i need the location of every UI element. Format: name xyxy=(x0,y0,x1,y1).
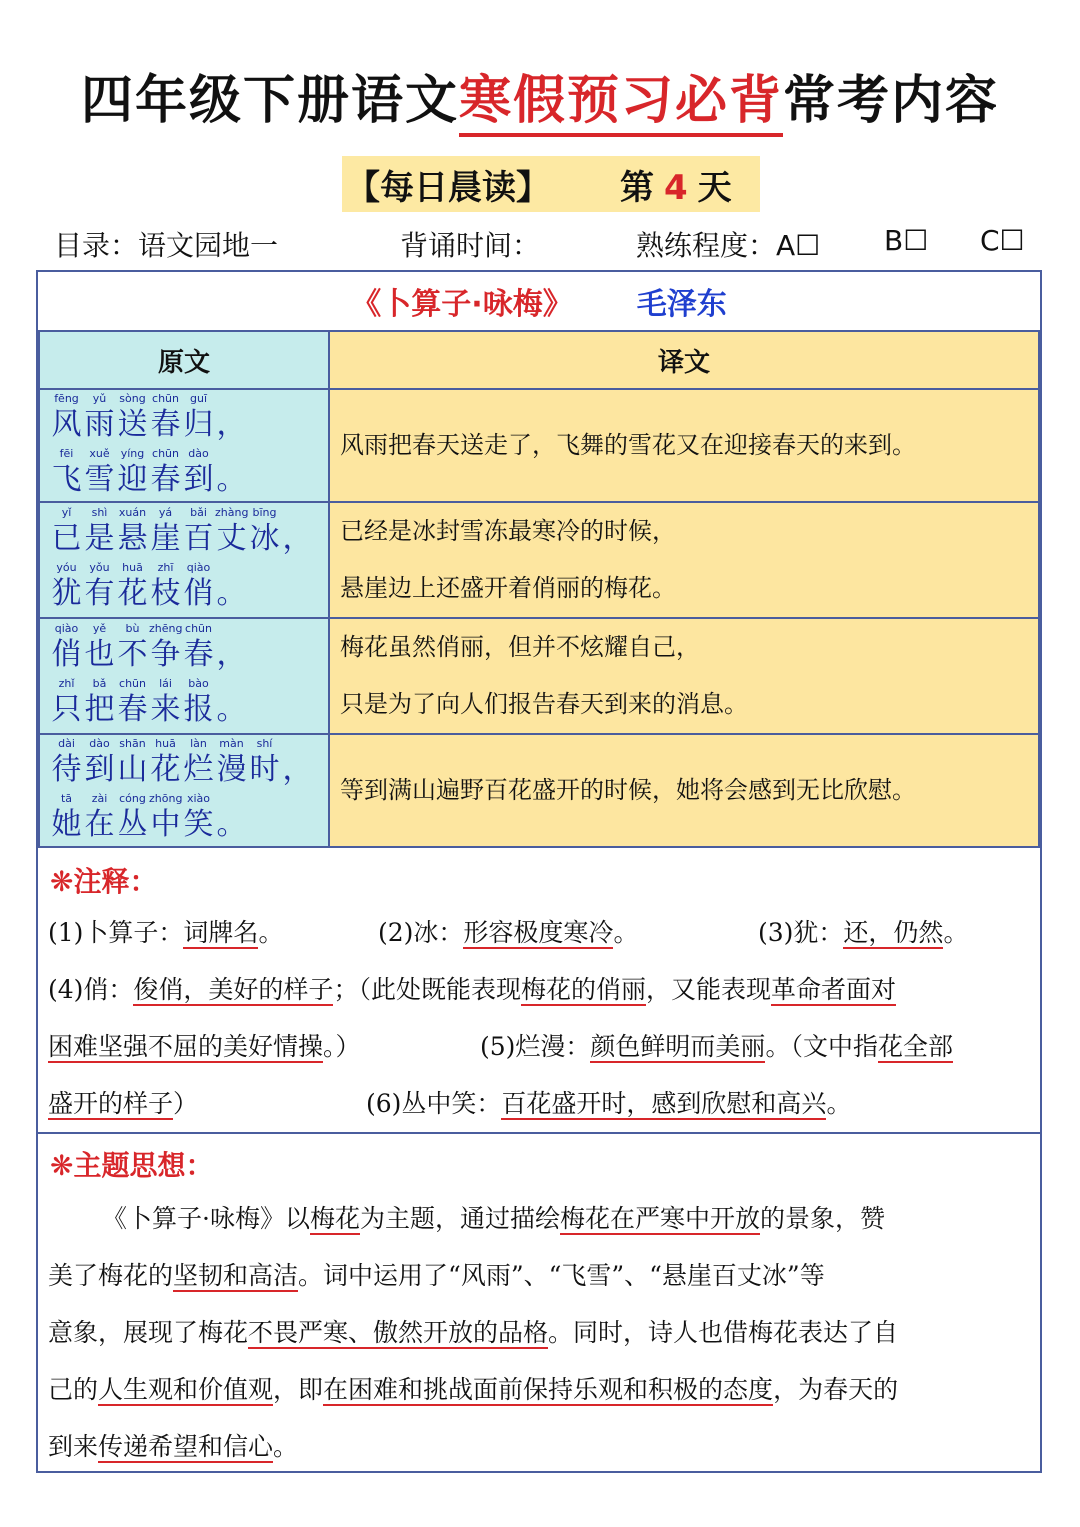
pinyin-label: zhōng xyxy=(149,791,183,805)
pinyin-label xyxy=(281,505,314,521)
pinyin-label xyxy=(215,446,248,462)
note-5-extra-b: 花全部 xyxy=(877,1032,953,1061)
hanzi-char: 也 xyxy=(84,637,115,672)
hanzi-char: 犹 xyxy=(51,576,82,611)
poem-table xyxy=(38,330,1040,848)
pinyin-label xyxy=(215,791,248,807)
daily-reading-tag: 【每日晨读】 xyxy=(346,167,550,208)
pinyin-label: dào xyxy=(89,736,110,750)
section-divider xyxy=(38,1132,1040,1134)
pinyin-label: fēi xyxy=(59,446,74,460)
notes-section xyxy=(48,904,1038,1132)
note-1-label: (1)卜算子： xyxy=(48,918,184,947)
poem-char xyxy=(50,505,83,557)
theme-text: 己的 xyxy=(48,1375,99,1404)
pinyin-label: yě xyxy=(92,622,107,635)
note-4-close: 。） xyxy=(323,1032,361,1061)
hanzi-char: 。 xyxy=(216,461,247,497)
poem-line xyxy=(50,791,328,846)
pinyin-label: xuě xyxy=(89,446,110,460)
hanzi-char: 只 xyxy=(51,692,82,727)
theme-section xyxy=(48,1190,1034,1475)
hanzi-char: 山 xyxy=(117,751,148,787)
poem-line xyxy=(50,676,328,731)
poem-line xyxy=(50,736,328,791)
note-3-definition: 还，仍然 xyxy=(843,918,944,947)
poem-char xyxy=(50,391,83,443)
hanzi-char: 春 xyxy=(183,637,214,672)
poem-row xyxy=(39,618,1039,734)
hanzi-char: 报 xyxy=(183,692,214,727)
pinyin-label: zài xyxy=(91,791,108,805)
hanzi-char: 飞 xyxy=(51,461,82,497)
hanzi-char: 俏 xyxy=(51,637,82,672)
notes-line-1: (1)卜算子：词牌名。 (2)冰：形容极度寒冷。 (3)犹：还，仍然。 xyxy=(48,918,969,947)
note-6-label: (6)丛中笑： xyxy=(366,1089,502,1118)
poem-title-bar xyxy=(38,272,1040,332)
poem-char xyxy=(83,505,116,557)
theme-line-1 xyxy=(48,1190,1034,1247)
poem-char xyxy=(215,736,248,788)
translation-cell xyxy=(329,618,1039,734)
theme-text: 到来 xyxy=(48,1432,99,1461)
translation-cell xyxy=(329,389,1039,502)
translation-cell xyxy=(329,734,1039,847)
poem-row xyxy=(39,734,1039,847)
note-2-definition: 形容极度寒冷 xyxy=(463,918,614,947)
hanzi-char: ， xyxy=(216,637,247,672)
hanzi-char: 待 xyxy=(51,751,82,787)
pinyin-label: yǐ xyxy=(61,506,72,519)
proficiency-option-c[interactable]: C☐ xyxy=(980,224,1025,257)
note-4-definition: 俊俏，美好的样子 xyxy=(133,975,334,1004)
hanzi-char: 俏 xyxy=(183,576,214,611)
original-text-cell xyxy=(39,502,329,618)
poem-char xyxy=(149,791,182,843)
theme-line-4 xyxy=(48,1361,1034,1418)
theme-highlight: 梅花 xyxy=(309,1204,360,1233)
poem-char xyxy=(215,676,248,728)
pinyin-label: chūn xyxy=(152,446,179,460)
pinyin-label: sòng xyxy=(119,391,146,405)
pinyin-label xyxy=(215,676,248,692)
poem-char xyxy=(149,676,182,728)
hanzi-char: 春 xyxy=(150,406,181,442)
hanzi-char: 把 xyxy=(84,692,115,727)
pinyin-label: guī xyxy=(189,391,207,405)
proficiency-option-b[interactable]: B☐ xyxy=(884,224,929,257)
pinyin-label: xuán xyxy=(118,506,147,519)
note-4-extra-d: 革命者面对 xyxy=(770,975,896,1004)
note-5-label: (5)烂漫： xyxy=(480,1032,591,1061)
pinyin-label: bǎ xyxy=(92,677,107,690)
hanzi-char: 丛 xyxy=(117,806,148,842)
poem-char xyxy=(83,621,116,673)
theme-text: 的景象，赞 xyxy=(760,1204,886,1233)
translation-cell xyxy=(329,502,1039,618)
day-counter xyxy=(620,160,732,209)
poem-line xyxy=(50,505,328,560)
poem-line xyxy=(50,446,328,501)
note-4-label: (4)俏： xyxy=(48,975,134,1004)
hanzi-char: 她 xyxy=(51,806,82,842)
hanzi-char: 是 xyxy=(84,521,115,556)
pinyin-label: huā xyxy=(122,561,143,574)
pinyin-label: zhēng xyxy=(149,622,183,635)
note-1-definition: 词牌名 xyxy=(183,918,259,947)
theme-heading: ❋主题思想： xyxy=(50,1149,214,1182)
poem-char xyxy=(50,676,83,728)
note-5-close: ） xyxy=(173,1089,199,1118)
page-title xyxy=(0,66,1080,136)
title-prefix: 四年级下册语文 xyxy=(80,71,459,131)
original-text-cell xyxy=(39,618,329,734)
translation-line: 等到满山遍野百花盛开的时候，她将会感到无比欣慰。 xyxy=(340,776,916,804)
poem-char xyxy=(182,676,215,728)
poem-char xyxy=(116,391,149,443)
poem-char xyxy=(83,560,116,612)
poem-char xyxy=(149,505,182,557)
note-3-label: (3)犹： xyxy=(758,918,844,947)
poem-char xyxy=(182,736,215,788)
pinyin-label xyxy=(215,560,248,576)
poem-char xyxy=(215,621,248,673)
poem-char xyxy=(248,736,281,788)
theme-highlight: 传递希望和信心 xyxy=(98,1432,274,1461)
translation-line: 已经是冰封雪冻最寒冷的时候， xyxy=(340,517,676,545)
hanzi-char: 烂 xyxy=(183,751,214,787)
hanzi-char: ， xyxy=(282,521,313,556)
hanzi-char: 迎 xyxy=(117,461,148,497)
note-2-label: (2)冰： xyxy=(378,918,464,947)
content-frame xyxy=(36,270,1042,1473)
pinyin-label: tā xyxy=(60,791,73,805)
hanzi-char: 争 xyxy=(150,637,181,672)
poem-char xyxy=(116,560,149,612)
poem-char xyxy=(50,791,83,843)
poem-title: 《卜算子·咏梅》 xyxy=(351,287,573,322)
note-5-definition: 颜色鲜明而美丽 xyxy=(590,1032,766,1061)
pinyin-label: zhǐ xyxy=(58,677,75,690)
notes-line-2 xyxy=(48,961,1038,1018)
pinyin-label: huā xyxy=(155,736,176,750)
poem-char xyxy=(83,446,116,498)
poem-char xyxy=(149,621,182,673)
hanzi-char: 悬 xyxy=(117,521,148,556)
translation-line: 风雨把春天送走了，飞舞的雪花又在迎接春天的来到。 xyxy=(340,431,916,459)
translation-line: 悬崖边上还盛开着俏丽的梅花。 xyxy=(340,574,676,602)
hanzi-char: 花 xyxy=(117,576,148,611)
poem-char xyxy=(50,736,83,788)
pinyin-label: shì xyxy=(91,506,108,519)
note-4-line-2: 困难坚强不屈的美好情操 xyxy=(48,1032,324,1061)
poem-line xyxy=(50,621,328,676)
poem-char xyxy=(215,791,248,843)
poem-char xyxy=(83,791,116,843)
poem-char xyxy=(149,560,182,612)
poem-char xyxy=(50,446,83,498)
hanzi-char: 已 xyxy=(51,521,82,556)
theme-text: 意象，展现了梅花 xyxy=(48,1318,249,1347)
pinyin-label: zhàng xyxy=(215,506,249,519)
poem-char xyxy=(215,446,248,498)
theme-highlight: 人生观和价值观 xyxy=(98,1375,274,1404)
poem-char xyxy=(50,621,83,673)
poem-char xyxy=(116,736,149,788)
pinyin-label: yóu xyxy=(56,561,77,574)
pinyin-label: chūn xyxy=(152,391,179,405)
hanzi-char: 到 xyxy=(84,751,115,787)
hanzi-char: 送 xyxy=(117,406,148,442)
hanzi-char: 冰 xyxy=(249,521,280,556)
pinyin-label: qiào xyxy=(54,622,79,635)
poem-line xyxy=(50,391,328,446)
pinyin-label: yíng xyxy=(120,446,145,460)
pinyin-label: chūn xyxy=(185,622,212,635)
pinyin-label xyxy=(215,391,248,407)
poem-char xyxy=(149,446,182,498)
pinyin-label: bīng xyxy=(252,506,277,519)
theme-highlight: 梅花在严寒中开放 xyxy=(559,1204,760,1233)
pinyin-label: yǒu xyxy=(89,561,110,574)
proficiency-option-a[interactable]: 熟练程度：A☐ xyxy=(636,229,821,262)
note-5-extra-a: 。（文中指 xyxy=(765,1032,878,1061)
table-of-contents: 目录：语文园地一 xyxy=(54,229,279,262)
theme-text: ，为春天的 xyxy=(773,1375,899,1404)
poem-char xyxy=(215,505,248,557)
hanzi-char: 春 xyxy=(117,692,148,727)
daily-reading-banner xyxy=(342,156,760,212)
note-4-extra-c: ，又能表现 xyxy=(645,975,771,1004)
hanzi-char: 百 xyxy=(183,521,214,556)
poem-char xyxy=(116,505,149,557)
title-highlight: 寒假预习必背 xyxy=(459,71,783,137)
title-suffix: 常考内容 xyxy=(783,71,1000,131)
pinyin-label: dào xyxy=(188,446,209,460)
theme-highlight: 不畏严寒、傲然开放的品格 xyxy=(248,1318,549,1347)
theme-text: 。同时，诗人也借梅花表达了自 xyxy=(548,1318,899,1347)
hanzi-char: 风 xyxy=(51,406,82,442)
note-6-definition: 百花盛开时，感到欣慰和高兴 xyxy=(501,1089,827,1118)
recite-time-label: 背诵时间： xyxy=(400,229,541,262)
poem-char xyxy=(116,676,149,728)
theme-text: 。 xyxy=(273,1432,299,1461)
hanzi-char: 归 xyxy=(183,406,214,442)
pinyin-label: qiào xyxy=(186,561,211,574)
notes-line-3 xyxy=(48,1018,1038,1075)
pinyin-label: yá xyxy=(158,506,173,519)
theme-text: ，即 xyxy=(273,1375,324,1404)
hanzi-char: 雪 xyxy=(84,461,115,497)
poem-char xyxy=(116,791,149,843)
pinyin-label: bào xyxy=(188,677,209,690)
hanzi-char: 丈 xyxy=(216,521,247,556)
hanzi-char: 笑 xyxy=(183,806,214,842)
theme-highlight: 在困难和挑战面前保持乐观和积极的态度 xyxy=(323,1375,774,1404)
hanzi-char: 枝 xyxy=(150,576,181,611)
theme-text: 美了梅花的 xyxy=(48,1261,174,1290)
translation-line: 梅花虽然俏丽，但并不炫耀自己， xyxy=(340,633,700,661)
original-text-cell xyxy=(39,389,329,502)
poem-char xyxy=(182,505,215,557)
theme-text: 为主题，通过描绘 xyxy=(359,1204,560,1233)
poem-char xyxy=(116,446,149,498)
poem-line xyxy=(50,560,328,615)
poem-char xyxy=(182,446,215,498)
pinyin-label xyxy=(281,736,314,752)
poem-char xyxy=(149,391,182,443)
notes-heading: ❋注释： xyxy=(50,865,158,898)
meta-row xyxy=(54,220,1044,264)
pinyin-label: làn xyxy=(190,736,207,750)
hanzi-char: 来 xyxy=(150,692,181,727)
pinyin-label: màn xyxy=(219,736,244,750)
poem-row xyxy=(39,389,1039,502)
theme-line-2 xyxy=(48,1247,1034,1304)
pinyin-label: zhī xyxy=(157,561,174,574)
poem-row xyxy=(39,502,1039,618)
day-suffix: 天 xyxy=(697,167,732,208)
column-header-translation: 译文 xyxy=(329,331,1039,389)
pinyin-label: yǔ xyxy=(92,391,107,405)
hanzi-char: 不 xyxy=(117,637,148,672)
hanzi-char: 崖 xyxy=(150,521,181,556)
notes-line-4: 盛开的样子） (6)丛中笑：百花盛开时，感到欣慰和高兴。 xyxy=(48,1089,852,1118)
poem-char xyxy=(83,736,116,788)
theme-text: 。词中运用了“风雨”、“飞雪”、“悬崖百丈冰”等 xyxy=(298,1261,825,1290)
hanzi-char: 中 xyxy=(150,806,181,842)
note-4-extra-a: ；（此处既能表现 xyxy=(333,975,521,1004)
column-header-original: 原文 xyxy=(39,331,329,389)
poem-char xyxy=(215,391,248,443)
theme-line-5 xyxy=(48,1418,1034,1475)
hanzi-char: 。 xyxy=(216,692,247,727)
pinyin-label: shān xyxy=(119,736,146,750)
pinyin-label: bǎi xyxy=(190,506,207,519)
pinyin-label: lái xyxy=(159,677,172,690)
poem-char xyxy=(83,676,116,728)
note-4-extra-b: 梅花的俏丽 xyxy=(520,975,646,1004)
poem-char xyxy=(281,505,314,557)
day-number: 4 xyxy=(664,167,688,208)
pinyin-label: fēng xyxy=(54,391,79,405)
hanzi-char: 漫 xyxy=(216,751,247,787)
hanzi-char: 春 xyxy=(150,461,181,497)
hanzi-char: 。 xyxy=(216,806,247,842)
day-prefix: 第 xyxy=(620,167,654,208)
pinyin-label: bù xyxy=(125,622,140,635)
poem-char xyxy=(83,391,116,443)
hanzi-char: 到 xyxy=(183,461,214,497)
poem-char xyxy=(248,505,281,557)
poem-char xyxy=(281,736,314,788)
hanzi-char: 在 xyxy=(84,806,115,842)
hanzi-char: ， xyxy=(216,406,247,442)
hanzi-char: 花 xyxy=(150,751,181,787)
hanzi-char: 雨 xyxy=(84,406,115,442)
pinyin-label: xiào xyxy=(186,791,211,805)
pinyin-label: chūn xyxy=(119,677,146,690)
pinyin-label: cóng xyxy=(119,791,146,805)
pinyin-label: dài xyxy=(58,736,75,750)
poem-char xyxy=(50,560,83,612)
poem-char xyxy=(182,791,215,843)
pinyin-label xyxy=(215,621,248,637)
hanzi-char: 时 xyxy=(249,751,280,787)
theme-line-3 xyxy=(48,1304,1034,1361)
poem-char xyxy=(149,736,182,788)
original-text-cell xyxy=(39,734,329,847)
poem-char xyxy=(182,621,215,673)
pinyin-label: shí xyxy=(256,736,273,750)
hanzi-char: 。 xyxy=(216,576,247,611)
poem-char xyxy=(182,560,215,612)
hanzi-char: 有 xyxy=(84,576,115,611)
theme-highlight: 坚韧和高洁 xyxy=(173,1261,299,1290)
theme-text: 《卜算子·咏梅》以 xyxy=(102,1204,310,1233)
poem-char xyxy=(116,621,149,673)
translation-line: 只是为了向人们报告春天到来的消息。 xyxy=(340,690,748,718)
hanzi-char: ， xyxy=(282,751,313,787)
poem-char xyxy=(215,560,248,612)
poem-author: 毛泽东 xyxy=(636,287,727,322)
poem-char xyxy=(182,391,215,443)
note-5-line-3: 盛开的样子 xyxy=(48,1089,174,1118)
